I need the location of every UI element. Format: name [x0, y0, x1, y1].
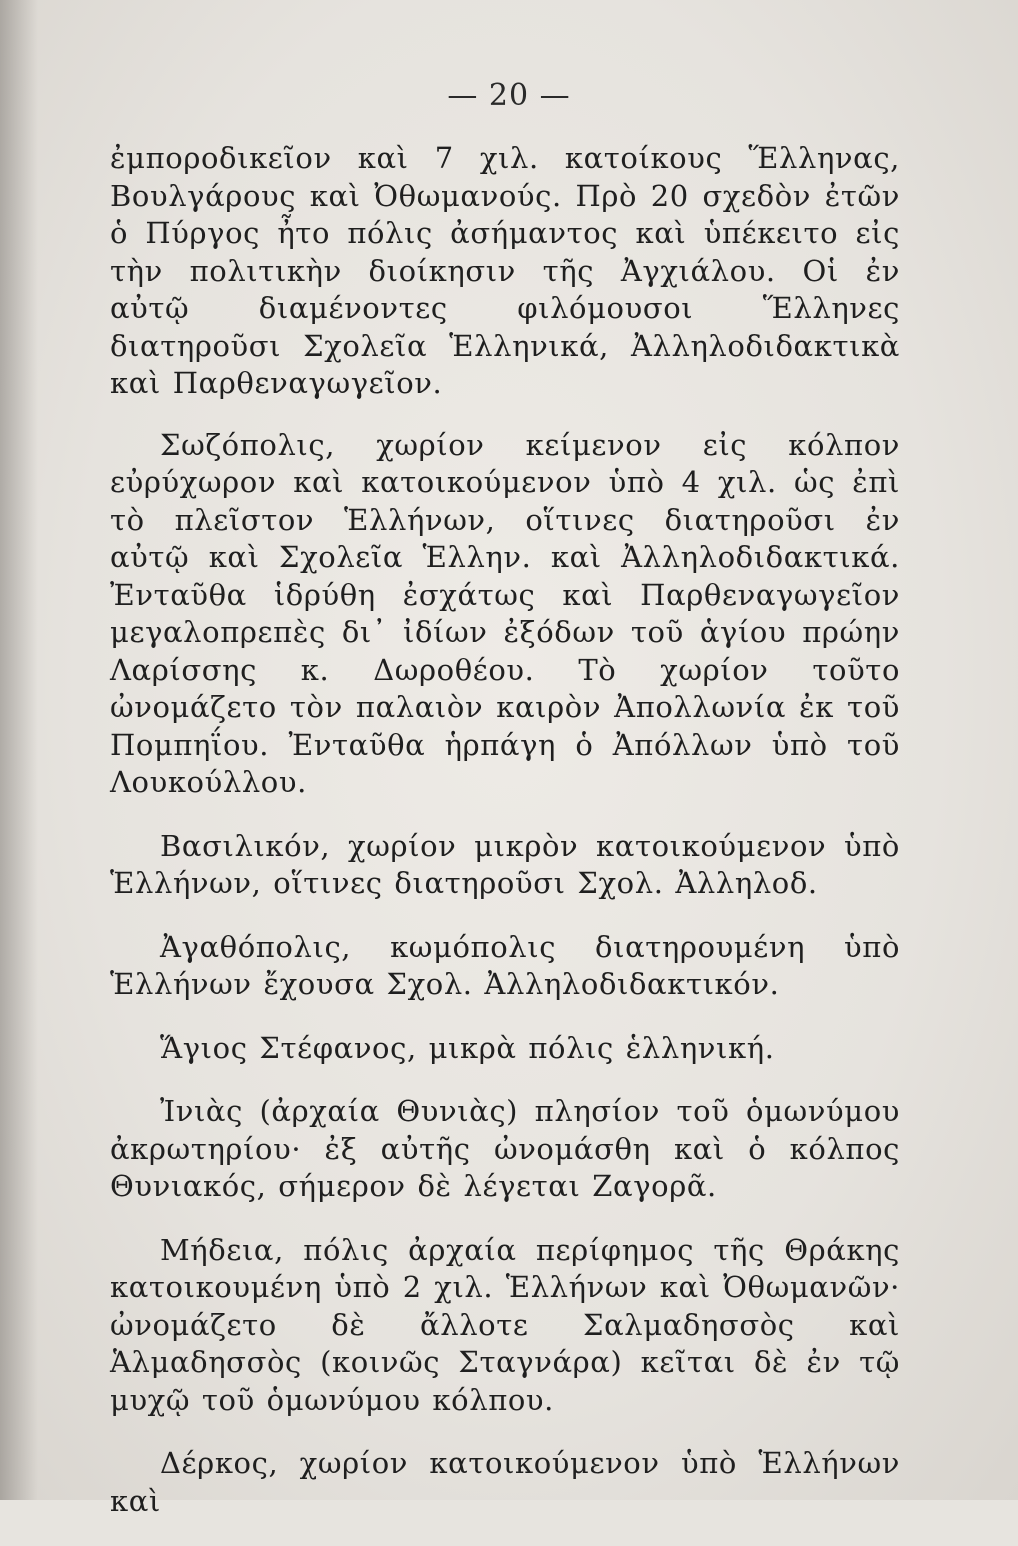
paragraph-vasilikon: Βασιλικόν, χωρίον μικρὸν κατοικούμενον ὑπὸ Ἑλλήνων, οἵτινες διατηροῦσι Σχολ. Ἀλληλοδ.: [110, 828, 900, 900]
page-number: — 20 —: [447, 78, 571, 113]
paragraph-mideia: Μήδεια, πόλις ἀρχαία περίφημος τῆς Θράκης κατοικουμένη ὑπὸ 2 χιλ. Ἑλλήνων καὶ Ὀθωμανῶν· ὠνομάζετο δὲ ἄλλοτε Σαλμαδησσὸς καὶ Ἁλμαδησσὸς (κοινῶς Σταγνάρα) κεῖται δὲ ἐν τῷ μυχῷ τοῦ ὁμωνύμου κόλπου.: [110, 1232, 900, 1417]
paragraph-agios-stefanos: Ἅγιος Στέφανος, μικρὰ πόλις ἑλληνική.: [160, 1030, 775, 1065]
paragraph-pyrgos: ἐμποροδικεῖον καὶ 7 χιλ. κατοίκους Ἕλληνας, Βουλγάρους καὶ Ὀθωμανούς. Πρὸ 20 σχεδὸν ἐτῶν ὁ Πύργος ἦτο πόλις ἀσήμαντος καὶ ὑπέκειτο εἰς τὴν πολιτικὴν διοίκησιν τῆς Ἀγχιάλου. Οἱ ἐν αὐτῷ διαμένοντες φιλόμουσοι Ἕλληνες διατηροῦσι Σχολεῖα Ἑλληνικά, Ἀλληλοδιδακτικὰ καὶ Παρθεναγωγεῖον.: [110, 141, 900, 400]
paragraph-inias: Ἰνιὰς (ἀρχαία Θυνιὰς) πλησίον τοῦ ὁμωνύμου ἀκρωτηρίου· ἐξ αὐτῆς ὠνομάσθη καὶ ὁ κόλπος Θυνιακός, σήμερον δὲ λέγεται Ζαγορᾶ.: [110, 1094, 900, 1203]
paragraph-derkos: Δέρκος, χωρίον κατοικούμενον ὑπὸ Ἑλλήνων καὶ: [110, 1446, 900, 1518]
body-text: [110, 140, 900, 1546]
paragraph-agathopolis: Ἀγαθόπολις, κωμόπολις διατηρουμένη ὑπὸ Ἑλλήνων ἔχουσα Σχολ. Ἀλληλοδιδακτικόν.: [110, 929, 900, 1001]
paragraph-sozopolis: Σωζόπολις, χωρίον κείμενον εἰς κόλπον εὐρύχωρον καὶ κατοικούμενον ὑπὸ 4 χιλ. ὡς ἐπὶ τὸ πλεῖστον Ἑλλήνων, οἵτινες διατηροῦσι ἐν αὐτῷ καὶ Σχολεῖα Ἑλλην. καὶ Ἀλληλοδιδακτικά. Ἐνταῦθα ἱδρύθη ἐσχάτως καὶ Παρθεναγωγεῖον μεγαλοπρεπὲς δι᾽ ἰδίων ἐξόδων τοῦ ἁγίου πρώην Λαρίσσης κ. Δωροθέου. Τὸ χωρίον τοῦτο ὠνομάζετο τὸν παλαιὸν καιρὸν Ἀπολλωνία ἐκ τοῦ Πομπηΐου. Ἐνταῦθα ἡρπάγη ὁ Ἀπόλλων ὑπὸ τοῦ Λουκούλλου.: [110, 427, 900, 799]
